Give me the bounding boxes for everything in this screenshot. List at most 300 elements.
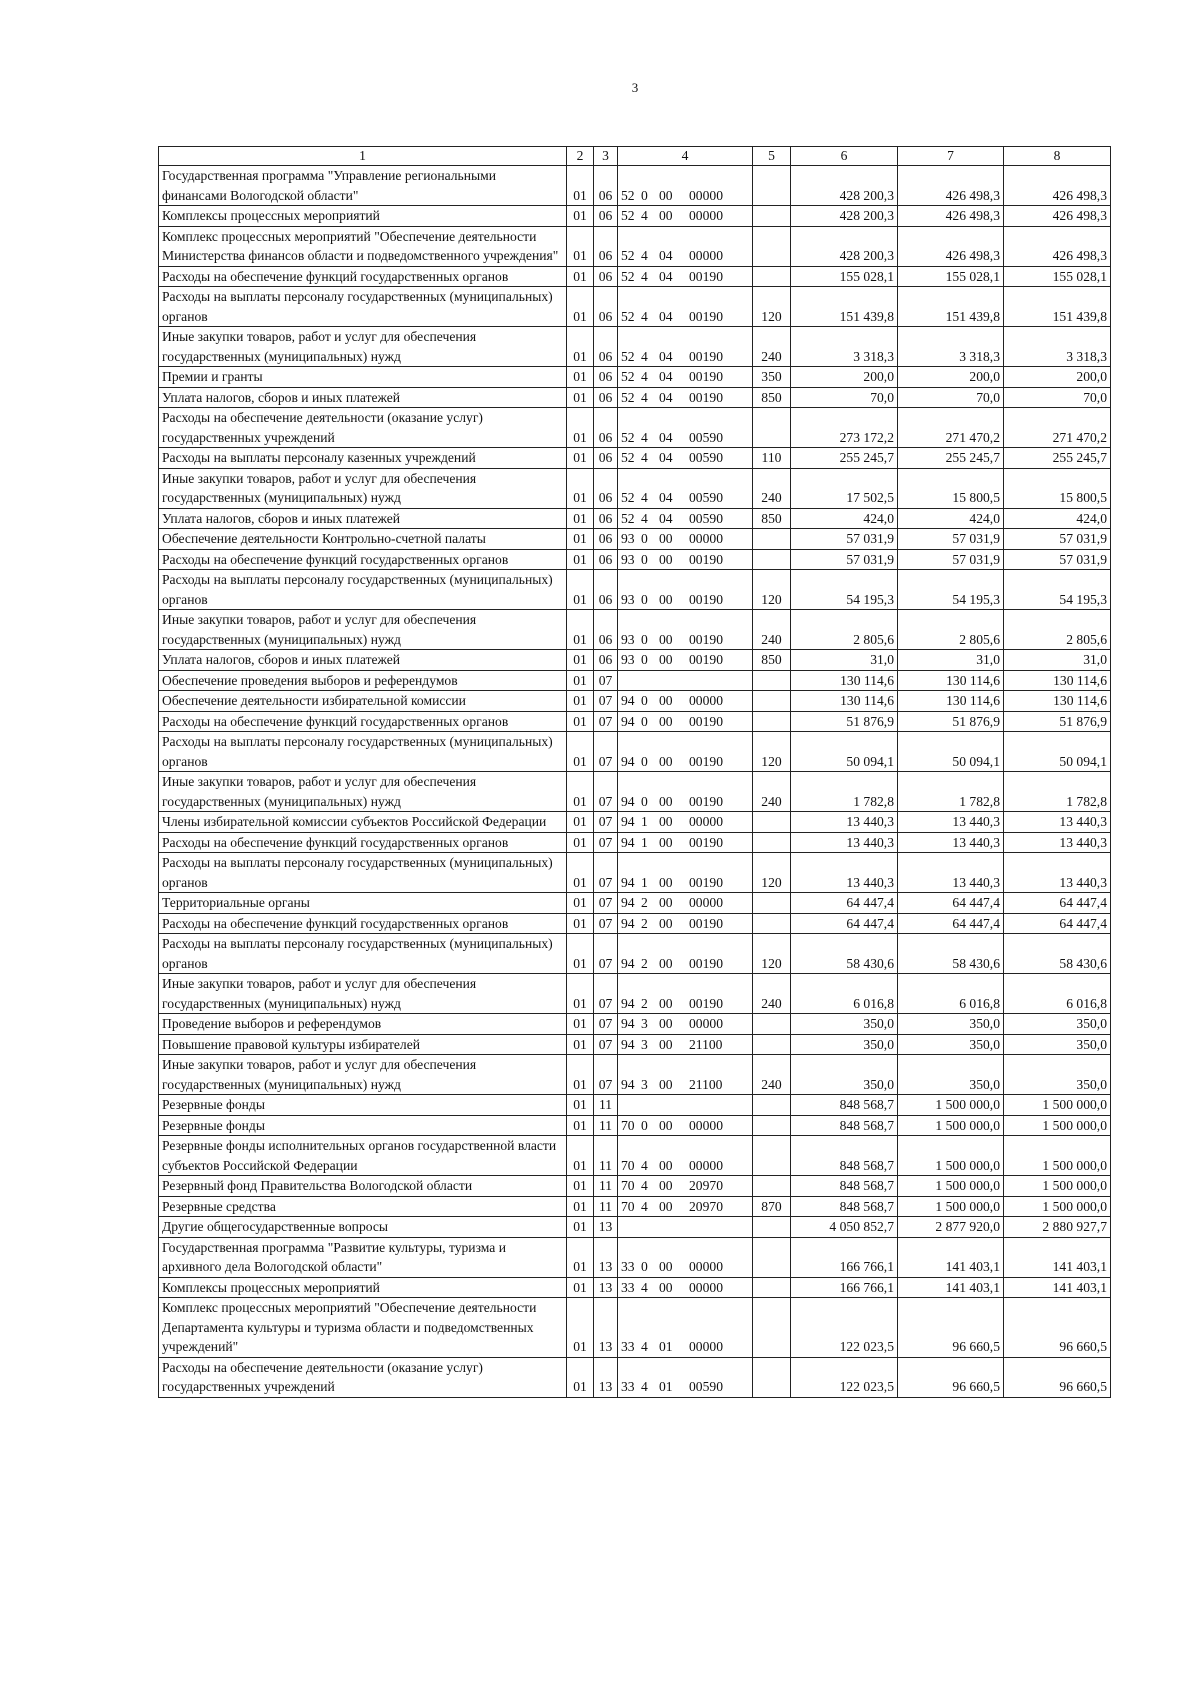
amount-col-8: 1 500 000,0	[1004, 1136, 1111, 1176]
section-code: 01	[567, 367, 594, 388]
amount-col-7: 350,0	[898, 1014, 1004, 1035]
code-part: 4	[641, 1279, 648, 1295]
amount-col-8: 141 403,1	[1004, 1237, 1111, 1277]
code-part: 52	[621, 450, 635, 465]
row-name: Расходы на выплаты персоналу государственных (муниципальных) органов	[159, 853, 567, 893]
amount-col-6: 2 805,6	[791, 610, 898, 650]
amount-col-6: 848 568,7	[791, 1196, 898, 1217]
code-part: 21100	[689, 1036, 723, 1052]
subsection-code: 07	[594, 913, 618, 934]
amount-col-6: 1 782,8	[791, 772, 898, 812]
code-part: 3	[641, 1016, 648, 1031]
subsection-code: 06	[594, 508, 618, 529]
section-code: 01	[567, 1357, 594, 1397]
code-part: 00	[659, 208, 673, 223]
table-row	[159, 287, 1111, 327]
row-name: Обеспечение проведения выборов и референдумов	[159, 670, 567, 691]
amount-col-6: 130 114,6	[791, 691, 898, 712]
expense-type-code: 240	[753, 772, 791, 812]
code-part: 00190	[689, 834, 723, 850]
section-code: 01	[567, 853, 594, 893]
expense-type-code	[753, 266, 791, 287]
table-row	[159, 327, 1111, 367]
amount-col-7: 426 498,3	[898, 206, 1004, 227]
amount-col-7: 54 195,3	[898, 570, 1004, 610]
code-part: 00	[659, 1178, 673, 1193]
amount-col-8: 130 114,6	[1004, 670, 1111, 691]
amount-col-7: 31,0	[898, 650, 1004, 671]
code-part: 33	[621, 1379, 635, 1394]
section-code: 01	[567, 549, 594, 570]
code-part: 70	[621, 1198, 635, 1214]
amount-col-8: 54 195,3	[1004, 570, 1111, 610]
section-code: 01	[567, 266, 594, 287]
target-article-code	[618, 226, 753, 266]
target-article-code	[618, 650, 753, 671]
expense-type-code	[753, 893, 791, 914]
amount-col-8: 51 876,9	[1004, 711, 1111, 732]
expense-type-code: 350	[753, 367, 791, 388]
code-part: 4	[641, 1178, 648, 1193]
code-part: 70	[621, 1178, 635, 1193]
section-code: 01	[567, 287, 594, 327]
subsection-code: 07	[594, 812, 618, 833]
amount-col-8: 271 470,2	[1004, 408, 1111, 448]
subsection-code: 06	[594, 367, 618, 388]
row-name: Уплата налогов, сборов и иных платежей	[159, 650, 567, 671]
row-name: Расходы на обеспечение деятельности (оказание услуг) государственных учреждений	[159, 1357, 567, 1397]
code-part: 04	[659, 308, 673, 324]
expense-type-code	[753, 1014, 791, 1035]
code-part: 52	[621, 248, 635, 263]
expense-type-code	[753, 832, 791, 853]
target-article-code	[618, 934, 753, 974]
amount-col-6: 64 447,4	[791, 913, 898, 934]
subsection-code: 06	[594, 549, 618, 570]
amount-col-6: 122 023,5	[791, 1298, 898, 1358]
code-part: 2	[641, 895, 648, 910]
amount-col-8: 2 880 927,7	[1004, 1217, 1111, 1238]
amount-col-7: 424,0	[898, 508, 1004, 529]
table-row	[159, 1136, 1111, 1176]
target-article-code	[618, 893, 753, 914]
amount-col-7: 51 876,9	[898, 711, 1004, 732]
table-row	[159, 367, 1111, 388]
section-code: 01	[567, 832, 594, 853]
amount-col-6: 6 016,8	[791, 974, 898, 1014]
row-name: Члены избирательной комиссии субъектов Российской Федерации	[159, 812, 567, 833]
target-article-code	[618, 387, 753, 408]
table-row	[159, 1277, 1111, 1298]
section-code: 01	[567, 166, 594, 206]
expense-type-code: 240	[753, 468, 791, 508]
expense-type-code: 120	[753, 934, 791, 974]
row-name: Расходы на обеспечение функций государственных органов	[159, 711, 567, 732]
column-header: 4	[618, 147, 753, 166]
amount-col-7: 50 094,1	[898, 732, 1004, 772]
section-code: 01	[567, 670, 594, 691]
expense-type-code	[753, 1034, 791, 1055]
code-part: 52	[621, 490, 635, 505]
section-code: 01	[567, 610, 594, 650]
amount-col-8: 255 245,7	[1004, 448, 1111, 469]
amount-col-7: 6 016,8	[898, 974, 1004, 1014]
amount-col-7: 155 028,1	[898, 266, 1004, 287]
target-article-code	[618, 408, 753, 448]
amount-col-8: 13 440,3	[1004, 832, 1111, 853]
subsection-code: 06	[594, 266, 618, 287]
expense-type-code	[753, 529, 791, 550]
subsection-code: 06	[594, 468, 618, 508]
subsection-code: 06	[594, 448, 618, 469]
code-part: 00	[659, 1036, 673, 1052]
amount-col-7: 1 500 000,0	[898, 1095, 1004, 1116]
expense-type-code	[753, 1357, 791, 1397]
subsection-code: 07	[594, 832, 618, 853]
target-article-code	[618, 570, 753, 610]
target-article-code	[618, 711, 753, 732]
table-row	[159, 387, 1111, 408]
amount-col-8: 1 500 000,0	[1004, 1176, 1111, 1197]
amount-col-6: 424,0	[791, 508, 898, 529]
table-row	[159, 650, 1111, 671]
code-part: 00190	[689, 369, 723, 384]
amount-col-7: 3 318,3	[898, 327, 1004, 367]
code-part: 20970	[689, 1178, 723, 1193]
table-row	[159, 1115, 1111, 1136]
amount-col-6: 58 430,6	[791, 934, 898, 974]
code-part: 52	[621, 348, 635, 364]
section-code: 01	[567, 1095, 594, 1116]
column-header: 2	[567, 147, 594, 166]
code-part: 00590	[689, 510, 723, 526]
expense-type-code	[753, 913, 791, 934]
row-name: Расходы на обеспечение функций государственных органов	[159, 266, 567, 287]
section-code: 01	[567, 1136, 594, 1176]
expense-type-code: 870	[753, 1196, 791, 1217]
code-part: 4	[641, 1198, 648, 1214]
code-part: 4	[641, 450, 648, 465]
code-part: 33	[621, 1339, 635, 1354]
amount-col-6: 70,0	[791, 387, 898, 408]
amount-col-8: 58 430,6	[1004, 934, 1111, 974]
column-header: 7	[898, 147, 1004, 166]
amount-col-8: 57 031,9	[1004, 549, 1111, 570]
amount-col-6: 200,0	[791, 367, 898, 388]
subsection-code: 06	[594, 408, 618, 448]
code-part: 3	[641, 1036, 648, 1052]
amount-col-8: 31,0	[1004, 650, 1111, 671]
subsection-code: 13	[594, 1217, 618, 1238]
section-code: 01	[567, 1298, 594, 1358]
code-part: 00	[659, 895, 673, 910]
table-row	[159, 893, 1111, 914]
amount-col-8: 1 500 000,0	[1004, 1115, 1111, 1136]
subsection-code: 07	[594, 1055, 618, 1095]
amount-col-6: 57 031,9	[791, 549, 898, 570]
row-name: Премии и гранты	[159, 367, 567, 388]
subsection-code: 07	[594, 1014, 618, 1035]
section-code: 01	[567, 1217, 594, 1238]
amount-col-8: 130 114,6	[1004, 691, 1111, 712]
amount-col-8: 426 498,3	[1004, 226, 1111, 266]
code-part: 00000	[689, 1016, 723, 1031]
row-name: Иные закупки товаров, работ и услуг для обеспечения государственных (муниципальных) нужд	[159, 327, 567, 367]
code-part: 00000	[689, 248, 723, 263]
expense-type-code: 850	[753, 387, 791, 408]
amount-col-6: 54 195,3	[791, 570, 898, 610]
table-row	[159, 166, 1111, 206]
code-part: 52	[621, 510, 635, 526]
code-part: 00	[659, 1117, 673, 1133]
table-row	[159, 266, 1111, 287]
section-code: 01	[567, 711, 594, 732]
code-part: 00190	[689, 793, 723, 809]
code-part: 0	[641, 1117, 648, 1133]
target-article-code	[618, 1176, 753, 1197]
subsection-code: 07	[594, 974, 618, 1014]
code-part: 04	[659, 268, 673, 284]
target-article-code	[618, 832, 753, 853]
subsection-code: 07	[594, 670, 618, 691]
row-name: Расходы на выплаты персоналу государственных (муниципальных) органов	[159, 732, 567, 772]
target-article-code	[618, 913, 753, 934]
code-part: 04	[659, 490, 673, 505]
code-part: 4	[641, 208, 648, 223]
amount-col-7: 2 805,6	[898, 610, 1004, 650]
target-article-code	[618, 772, 753, 812]
code-part: 94	[621, 915, 635, 931]
row-name: Иные закупки товаров, работ и услуг для обеспечения государственных (муниципальных) нужд	[159, 772, 567, 812]
code-part: 00190	[689, 591, 723, 607]
code-part: 00590	[689, 429, 723, 445]
target-article-code	[618, 1217, 753, 1238]
code-part: 00	[659, 834, 673, 850]
amount-col-8: 50 094,1	[1004, 732, 1111, 772]
amount-col-6: 130 114,6	[791, 670, 898, 691]
expense-type-code	[753, 408, 791, 448]
amount-col-6: 13 440,3	[791, 812, 898, 833]
row-name: Резервные фонды	[159, 1115, 567, 1136]
expense-type-code: 240	[753, 610, 791, 650]
target-article-code	[618, 266, 753, 287]
code-part: 52	[621, 308, 635, 324]
expense-type-code: 120	[753, 570, 791, 610]
code-part: 00	[659, 652, 673, 667]
table-row	[159, 206, 1111, 227]
code-part: 0	[641, 631, 648, 647]
amount-col-7: 64 447,4	[898, 913, 1004, 934]
expense-type-code: 120	[753, 853, 791, 893]
target-article-code	[618, 549, 753, 570]
expense-type-code: 110	[753, 448, 791, 469]
row-name: Комплексы процессных мероприятий	[159, 1277, 567, 1298]
code-part: 0	[641, 693, 648, 708]
table-row	[159, 772, 1111, 812]
code-part: 00590	[689, 1379, 723, 1394]
code-part: 1	[641, 874, 648, 890]
section-code: 01	[567, 1014, 594, 1035]
code-part: 00190	[689, 753, 723, 769]
table-row	[159, 549, 1111, 570]
expense-type-code	[753, 1136, 791, 1176]
code-part: 00190	[689, 713, 723, 729]
target-article-code	[618, 468, 753, 508]
expense-type-code	[753, 1095, 791, 1116]
amount-col-6: 51 876,9	[791, 711, 898, 732]
code-part: 4	[641, 268, 648, 284]
section-code: 01	[567, 206, 594, 227]
subsection-code: 11	[594, 1115, 618, 1136]
subsection-code: 13	[594, 1277, 618, 1298]
subsection-code: 11	[594, 1095, 618, 1116]
target-article-code	[618, 1014, 753, 1035]
row-name: Территориальные органы	[159, 893, 567, 914]
amount-col-7: 13 440,3	[898, 832, 1004, 853]
column-header: 5	[753, 147, 791, 166]
row-name: Иные закупки товаров, работ и услуг для обеспечения государственных (муниципальных) нужд	[159, 468, 567, 508]
amount-col-7: 350,0	[898, 1055, 1004, 1095]
expense-type-code	[753, 166, 791, 206]
amount-col-6: 166 766,1	[791, 1237, 898, 1277]
column-header: 1	[159, 147, 567, 166]
subsection-code: 13	[594, 1298, 618, 1358]
code-part: 00000	[689, 1259, 723, 1274]
section-code: 01	[567, 974, 594, 1014]
amount-col-7: 255 245,7	[898, 448, 1004, 469]
code-part: 00	[659, 1279, 673, 1295]
amount-col-8: 200,0	[1004, 367, 1111, 388]
subsection-code: 06	[594, 650, 618, 671]
section-code: 01	[567, 1034, 594, 1055]
target-article-code	[618, 691, 753, 712]
code-part: 00000	[689, 208, 723, 223]
section-code: 01	[567, 327, 594, 367]
section-code: 01	[567, 691, 594, 712]
code-part: 00	[659, 551, 673, 567]
subsection-code: 06	[594, 529, 618, 550]
expense-type-code	[753, 711, 791, 732]
code-part: 0	[641, 531, 648, 546]
row-name: Проведение выборов и референдумов	[159, 1014, 567, 1035]
code-part: 00190	[689, 995, 723, 1011]
code-part: 4	[641, 510, 648, 526]
amount-col-7: 1 500 000,0	[898, 1196, 1004, 1217]
subsection-code: 07	[594, 893, 618, 914]
amount-col-7: 13 440,3	[898, 812, 1004, 833]
code-part: 4	[641, 248, 648, 263]
target-article-code	[618, 1357, 753, 1397]
code-part: 00	[659, 631, 673, 647]
code-part: 21100	[689, 1076, 723, 1092]
amount-col-8: 155 028,1	[1004, 266, 1111, 287]
code-part: 2	[641, 955, 648, 971]
table-body	[159, 166, 1111, 1398]
section-code: 01	[567, 772, 594, 812]
amount-col-7: 141 403,1	[898, 1237, 1004, 1277]
subsection-code: 11	[594, 1136, 618, 1176]
section-code: 01	[567, 1277, 594, 1298]
subsection-code: 11	[594, 1196, 618, 1217]
amount-col-8: 151 439,8	[1004, 287, 1111, 327]
amount-col-6: 848 568,7	[791, 1176, 898, 1197]
code-part: 00000	[689, 187, 723, 203]
row-name: Другие общегосударственные вопросы	[159, 1217, 567, 1238]
code-part: 00	[659, 591, 673, 607]
table-row	[159, 974, 1111, 1014]
table-row	[159, 812, 1111, 833]
section-code: 01	[567, 468, 594, 508]
amount-col-6: 428 200,3	[791, 166, 898, 206]
row-name: Расходы на выплаты персоналу государственных (муниципальных) органов	[159, 934, 567, 974]
expense-type-code	[753, 1277, 791, 1298]
code-part: 94	[621, 834, 635, 850]
code-part: 00	[659, 1076, 673, 1092]
code-part: 4	[641, 1157, 648, 1173]
amount-col-8: 424,0	[1004, 508, 1111, 529]
code-part: 0	[641, 187, 648, 203]
code-part: 94	[621, 793, 635, 809]
code-part: 00	[659, 814, 673, 829]
amount-col-7: 58 430,6	[898, 934, 1004, 974]
subsection-code: 06	[594, 610, 618, 650]
code-part: 70	[621, 1117, 635, 1133]
row-name: Комплекс процессных мероприятий "Обеспечение деятельности Департамента культуры и туризма области и подведомственных учреждений"	[159, 1298, 567, 1358]
amount-col-6: 13 440,3	[791, 853, 898, 893]
code-part: 00190	[689, 915, 723, 931]
amount-col-7: 70,0	[898, 387, 1004, 408]
table-row	[159, 732, 1111, 772]
row-name: Обеспечение деятельности избирательной комиссии	[159, 691, 567, 712]
target-article-code	[618, 670, 753, 691]
code-part: 94	[621, 874, 635, 890]
code-part: 04	[659, 429, 673, 445]
code-part: 00000	[689, 693, 723, 708]
amount-col-7: 130 114,6	[898, 670, 1004, 691]
section-code: 01	[567, 1196, 594, 1217]
subsection-code: 07	[594, 1034, 618, 1055]
amount-col-7: 1 782,8	[898, 772, 1004, 812]
expense-type-code: 120	[753, 287, 791, 327]
amount-col-8: 141 403,1	[1004, 1277, 1111, 1298]
amount-col-6: 350,0	[791, 1055, 898, 1095]
row-name: Комплексы процессных мероприятий	[159, 206, 567, 227]
column-header: 3	[594, 147, 618, 166]
code-part: 00	[659, 793, 673, 809]
code-part: 00190	[689, 631, 723, 647]
amount-col-7: 271 470,2	[898, 408, 1004, 448]
expense-type-code	[753, 812, 791, 833]
subsection-code: 07	[594, 853, 618, 893]
expense-type-code	[753, 206, 791, 227]
subsection-code: 07	[594, 691, 618, 712]
amount-col-6: 848 568,7	[791, 1095, 898, 1116]
amount-col-8: 13 440,3	[1004, 853, 1111, 893]
code-part: 00190	[689, 389, 723, 405]
code-part: 20970	[689, 1198, 723, 1214]
amount-col-8: 426 498,3	[1004, 166, 1111, 206]
amount-col-7: 13 440,3	[898, 853, 1004, 893]
table-row	[159, 1298, 1111, 1358]
code-part: 94	[621, 713, 635, 729]
code-part: 52	[621, 429, 635, 445]
table-row	[159, 468, 1111, 508]
target-article-code	[618, 367, 753, 388]
amount-col-7: 2 877 920,0	[898, 1217, 1004, 1238]
column-header: 6	[791, 147, 898, 166]
code-part: 01	[659, 1379, 673, 1394]
code-part: 93	[621, 631, 635, 647]
